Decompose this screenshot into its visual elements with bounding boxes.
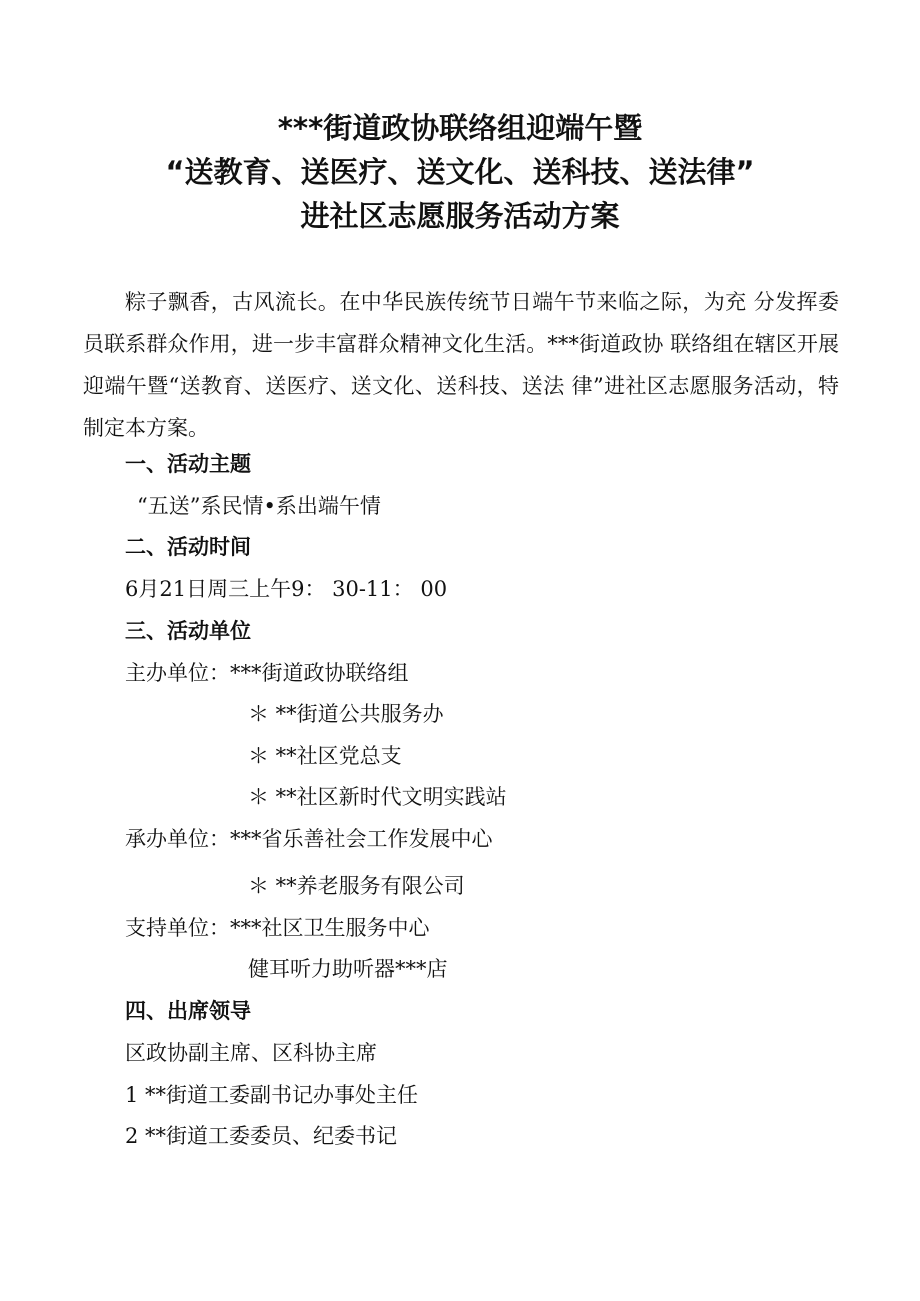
time-content: 6月21日周三上午9： 30-11： 00 — [125, 577, 448, 601]
title-line-3: 进社区志愿服务活动方案 — [300, 199, 620, 233]
section-heading-units: 三、活动单位 — [125, 619, 251, 643]
organizer-unit-main: ***省乐善社会工作发展中心 — [230, 827, 493, 851]
support-unit-main: ***社区卫生服务中心 — [230, 916, 430, 940]
host-unit-row — [125, 658, 409, 688]
section-heading-theme: 一、活动主题 — [125, 452, 251, 476]
organizer-unit-row — [125, 824, 493, 854]
host-unit-item: ＊ **社区新时代文明实践站 — [248, 785, 507, 809]
section-heading-time: 二、活动时间 — [125, 535, 251, 559]
title-line-1: ***街道政协联络组迎端午暨 — [277, 111, 643, 145]
organizer-unit-label: 承办单位： — [125, 827, 230, 851]
leader-item: 区政协副主席、区科协主席 — [125, 1041, 377, 1065]
host-unit-item: ＊ **社区党总支 — [248, 744, 402, 768]
host-unit-item: ＊ **街道公共服务办 — [248, 702, 444, 726]
leader-item: 1 **街道工委副书记办事处主任 — [125, 1083, 419, 1107]
support-unit-row — [125, 913, 430, 943]
theme-content: “五送”系民情•系出端午情 — [137, 494, 381, 518]
organizer-unit-item: ＊ **养老服务有限公司 — [248, 874, 465, 898]
title-line-2: “送教育、送医疗、送文化、送科技、送法律” — [165, 155, 755, 189]
support-unit-item: 健耳听力助听器***店 — [248, 957, 448, 981]
intro-paragraph: 粽子飘香，古风流长。在中华民族传统节日端午节来临之际，为充 分发挥委员联系群众作用，进一步丰富群众精神文化生活。***街道政协 联络组在辖区开展迎端午暨“送教育、送医疗、送文化、送科技、送法 律”进社区志愿服务活动，特制定本方案。 — [83, 290, 839, 440]
leader-item: 2 **街道工委委员、纪委书记 — [125, 1124, 398, 1148]
support-unit-label: 支持单位： — [125, 916, 230, 940]
host-unit-label: 主办单位： — [125, 661, 230, 685]
document-title — [0, 106, 920, 238]
section-heading-leaders: 四、出席领导 — [125, 999, 251, 1023]
host-unit-main: ***街道政协联络组 — [230, 661, 409, 685]
